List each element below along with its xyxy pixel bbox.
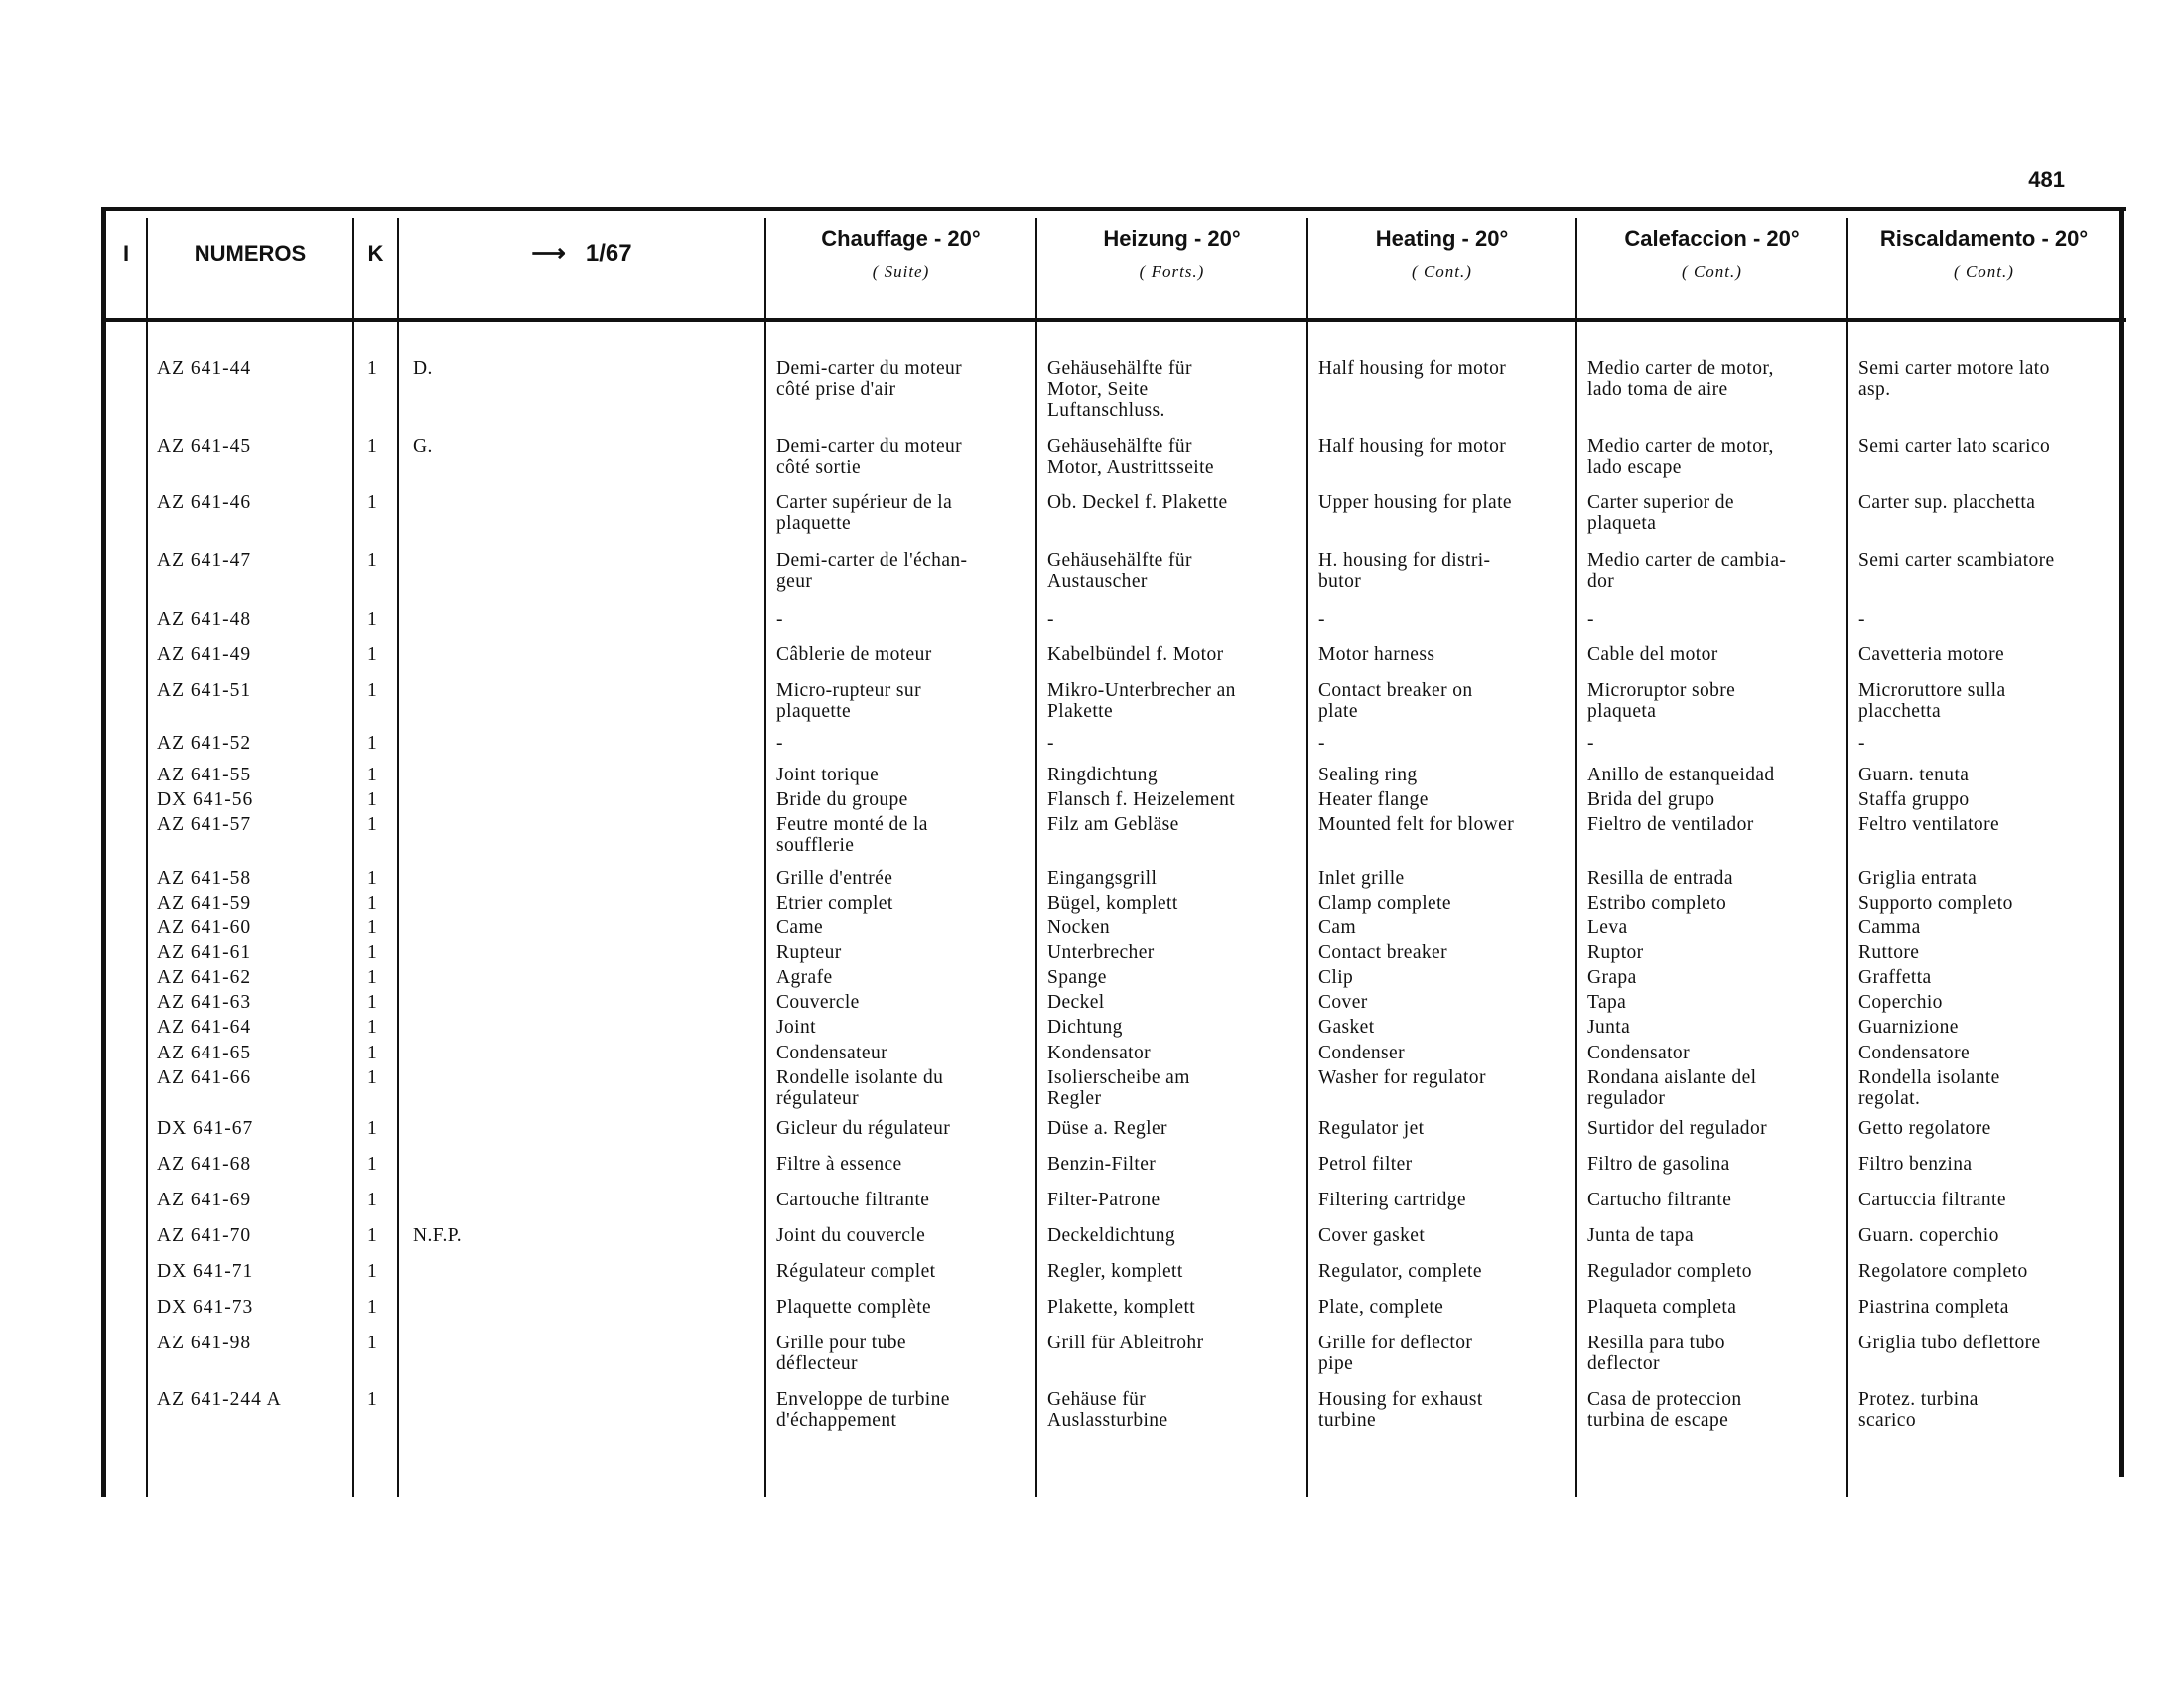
part-number: AZ 641-49 xyxy=(157,644,252,665)
description-en: Gasket xyxy=(1318,1017,1375,1038)
description-fr: Filtre à essence xyxy=(776,1154,902,1175)
description-en: Clamp complete xyxy=(1318,893,1451,914)
quantity: 1 xyxy=(367,550,378,571)
description-de: Spange xyxy=(1047,967,1107,988)
part-number: AZ 641-48 xyxy=(157,609,252,630)
description-it: Camma xyxy=(1858,917,1921,938)
description-es: Rondana aislante del regulador xyxy=(1587,1067,1757,1109)
description-en: Cover xyxy=(1318,992,1368,1013)
quantity: 1 xyxy=(367,1017,378,1038)
description-it: Cartuccia filtrante xyxy=(1858,1190,2006,1210)
part-number: AZ 641-51 xyxy=(157,680,252,701)
description-fr: Came xyxy=(776,917,824,938)
description-es: Junta de tapa xyxy=(1587,1225,1694,1246)
description-de: Benzin-Filter xyxy=(1047,1154,1157,1175)
description-de: Plakette, komplett xyxy=(1047,1297,1196,1318)
parts-table xyxy=(101,207,2126,1497)
description-fr: Rondelle isolante du régulateur xyxy=(776,1067,944,1109)
quantity: 1 xyxy=(367,1297,378,1318)
description-it: Regolatore completo xyxy=(1858,1261,2028,1282)
part-number: AZ 641-66 xyxy=(157,1067,252,1088)
description-fr: Grille d'entrée xyxy=(776,868,893,889)
quantity: 1 xyxy=(367,967,378,988)
description-it: Guarn. tenuta xyxy=(1858,765,1970,785)
description-en: Petrol filter xyxy=(1318,1154,1413,1175)
part-number: AZ 641-98 xyxy=(157,1333,252,1353)
description-fr: Plaquette complète xyxy=(776,1297,932,1318)
part-number: AZ 641-44 xyxy=(157,358,252,379)
part-number: AZ 641-52 xyxy=(157,733,252,754)
note: N.F.P. xyxy=(413,1225,463,1246)
quantity: 1 xyxy=(367,868,378,889)
description-it: Feltro ventilatore xyxy=(1858,814,2000,835)
description-de: Isolierscheibe am Regler xyxy=(1047,1067,1190,1109)
description-en: Clip xyxy=(1318,967,1354,988)
description-de: Grill für Ableitrohr xyxy=(1047,1333,1204,1353)
description-de: Kabelbündel f. Motor xyxy=(1047,644,1224,665)
description-de: Dichtung xyxy=(1047,1017,1123,1038)
description-de: Deckeldichtung xyxy=(1047,1225,1176,1246)
description-de: Düse a. Regler xyxy=(1047,1118,1167,1139)
part-number: AZ 641-64 xyxy=(157,1017,252,1038)
description-es: Medio carter de motor, lado escape xyxy=(1587,436,1774,478)
quantity: 1 xyxy=(367,1261,378,1282)
reference-label: 1/67 xyxy=(585,240,632,267)
description-it: Guarnizione xyxy=(1858,1017,1959,1038)
description-fr: Rupteur xyxy=(776,942,842,963)
description-fr: Feutre monté de la soufflerie xyxy=(776,814,928,856)
header-bottom-rule xyxy=(101,318,2126,322)
quantity: 1 xyxy=(367,436,378,457)
description-it: Graffetta xyxy=(1858,967,1932,988)
part-number: DX 641-56 xyxy=(157,789,254,810)
description-de: Kondensator xyxy=(1047,1043,1152,1063)
header-french: Chauffage - 20° ( Suite) xyxy=(821,226,981,281)
description-de: Regler, komplett xyxy=(1047,1261,1183,1282)
note: D. xyxy=(413,358,433,379)
page-number: 481 xyxy=(2028,167,2065,192)
description-de: Deckel xyxy=(1047,992,1105,1013)
description-fr: Cartouche filtrante xyxy=(776,1190,930,1210)
description-it: Semi carter lato scarico xyxy=(1858,436,2051,457)
quantity: 1 xyxy=(367,893,378,914)
description-es: - xyxy=(1587,733,1594,754)
description-en: Contact breaker on plate xyxy=(1318,680,1473,722)
description-it: Filtro benzina xyxy=(1858,1154,1973,1175)
description-fr: Condensateur xyxy=(776,1043,888,1063)
quantity: 1 xyxy=(367,1118,378,1139)
description-es: Tapa xyxy=(1587,992,1627,1013)
description-es: Anillo de estanqueidad xyxy=(1587,765,1775,785)
description-de: Gehäusehälfte für Motor, Seite Luftanschluss. xyxy=(1047,358,1192,421)
description-fr: Etrier complet xyxy=(776,893,893,914)
description-es: Surtidor del regulador xyxy=(1587,1118,1768,1139)
part-number: AZ 641-69 xyxy=(157,1190,252,1210)
description-fr: Bride du groupe xyxy=(776,789,908,810)
table-right-rule xyxy=(2119,207,2124,1477)
description-it: - xyxy=(1858,733,1865,754)
description-en: Inlet grille xyxy=(1318,868,1405,889)
description-es: - xyxy=(1587,609,1594,630)
part-number: AZ 641-244 A xyxy=(157,1389,282,1410)
quantity: 1 xyxy=(367,814,378,835)
description-it: Griglia tubo deflettore xyxy=(1858,1333,2041,1353)
description-de: Filz am Gebläse xyxy=(1047,814,1179,835)
arrow-right-icon: ⟶ xyxy=(531,240,566,267)
description-de: Ringdichtung xyxy=(1047,765,1158,785)
description-es: Resilla para tubo deflector xyxy=(1587,1333,1725,1374)
part-number: AZ 641-47 xyxy=(157,550,252,571)
description-en: - xyxy=(1318,609,1325,630)
description-fr: Carter supérieur de la plaquette xyxy=(776,492,953,534)
part-number: DX 641-73 xyxy=(157,1297,254,1318)
description-fr: Demi-carter du moteur côté prise d'air xyxy=(776,358,963,400)
header-english: Heating - 20° ( Cont.) xyxy=(1375,226,1509,281)
part-number: AZ 641-58 xyxy=(157,868,252,889)
description-it: Semi carter scambiatore xyxy=(1858,550,2055,571)
description-en: Regulator, complete xyxy=(1318,1261,1482,1282)
description-fr: Agrafe xyxy=(776,967,833,988)
column-divider xyxy=(764,218,766,1497)
description-en: Cover gasket xyxy=(1318,1225,1426,1246)
part-number: AZ 641-59 xyxy=(157,893,252,914)
description-es: Microruptor sobre plaqueta xyxy=(1587,680,1736,722)
quantity: 1 xyxy=(367,992,378,1013)
description-it: Rondella isolante regolat. xyxy=(1858,1067,2000,1109)
description-it: Cavetteria motore xyxy=(1858,644,2005,665)
description-en: Motor harness xyxy=(1318,644,1435,665)
description-es: Filtro de gasolina xyxy=(1587,1154,1730,1175)
description-de: Unterbrecher xyxy=(1047,942,1155,963)
description-fr: Couvercle xyxy=(776,992,860,1013)
description-fr: Demi-carter de l'échan- geur xyxy=(776,550,968,592)
description-it: Microruttore sulla placchetta xyxy=(1858,680,2006,722)
description-en: Heater flange xyxy=(1318,789,1429,810)
description-it: Carter sup. placchetta xyxy=(1858,492,2036,513)
description-fr: Câblerie de moteur xyxy=(776,644,932,665)
description-es: Regulador completo xyxy=(1587,1261,1752,1282)
header-index: I xyxy=(122,241,130,266)
description-fr: Grille pour tube déflecteur xyxy=(776,1333,906,1374)
description-en: Cam xyxy=(1318,917,1357,938)
description-es: Ruptor xyxy=(1587,942,1644,963)
description-es: Carter superior de plaqueta xyxy=(1587,492,1734,534)
description-en: Grille for deflector pipe xyxy=(1318,1333,1473,1374)
table-left-rule xyxy=(101,207,106,1497)
description-en: Half housing for motor xyxy=(1318,358,1507,379)
description-es: Medio carter de cambia- dor xyxy=(1587,550,1787,592)
part-number: AZ 641-61 xyxy=(157,942,252,963)
description-de: - xyxy=(1047,733,1054,754)
description-en: Mounted felt for blower xyxy=(1318,814,1515,835)
quantity: 1 xyxy=(367,358,378,379)
quantity: 1 xyxy=(367,644,378,665)
header-german: Heizung - 20° ( Forts.) xyxy=(1103,226,1241,281)
part-number: AZ 641-62 xyxy=(157,967,252,988)
column-divider xyxy=(146,218,148,1497)
description-en: Contact breaker xyxy=(1318,942,1447,963)
quantity: 1 xyxy=(367,1154,378,1175)
quantity: 1 xyxy=(367,1190,378,1210)
description-it: Ruttore xyxy=(1858,942,1920,963)
description-es: Casa de proteccion turbina de escape xyxy=(1587,1389,1742,1431)
part-number: AZ 641-46 xyxy=(157,492,252,513)
description-es: Plaqueta completa xyxy=(1587,1297,1737,1318)
description-de: Gehäusehälfte für Austauscher xyxy=(1047,550,1192,592)
quantity: 1 xyxy=(367,1067,378,1088)
description-de: Mikro-Unterbrecher an Plakette xyxy=(1047,680,1236,722)
quantity: 1 xyxy=(367,1389,378,1410)
header-reference xyxy=(399,226,764,318)
quantity: 1 xyxy=(367,765,378,785)
description-de: Ob. Deckel f. Plakette xyxy=(1047,492,1228,513)
description-es: Brida del grupo xyxy=(1587,789,1715,810)
description-it: Staffa gruppo xyxy=(1858,789,1970,810)
quantity: 1 xyxy=(367,789,378,810)
description-it: Condensatore xyxy=(1858,1043,1971,1063)
description-fr: Gicleur du régulateur xyxy=(776,1118,951,1139)
description-fr: Enveloppe de turbine d'échappement xyxy=(776,1389,950,1431)
description-it: Protez. turbina scarico xyxy=(1858,1389,1979,1431)
description-en: Plate, complete xyxy=(1318,1297,1444,1318)
header-spanish: Calefaccion - 20° ( Cont.) xyxy=(1624,226,1800,281)
description-fr: Régulateur complet xyxy=(776,1261,936,1282)
description-es: Estribo completo xyxy=(1587,893,1727,914)
description-fr: - xyxy=(776,609,783,630)
description-es: Cable del motor xyxy=(1587,644,1718,665)
description-en: Washer for regulator xyxy=(1318,1067,1486,1088)
quantity: 1 xyxy=(367,1333,378,1353)
quantity: 1 xyxy=(367,942,378,963)
description-fr: Micro-rupteur sur plaquette xyxy=(776,680,921,722)
description-de: Bügel, komplett xyxy=(1047,893,1178,914)
part-number: AZ 641-70 xyxy=(157,1225,252,1246)
description-it: Griglia entrata xyxy=(1858,868,1978,889)
part-number: AZ 641-65 xyxy=(157,1043,252,1063)
quantity: 1 xyxy=(367,1043,378,1063)
description-es: Resilla de entrada xyxy=(1587,868,1733,889)
description-es: Medio carter de motor, lado toma de aire xyxy=(1587,358,1774,400)
quantity: 1 xyxy=(367,733,378,754)
quantity: 1 xyxy=(367,680,378,701)
description-it: - xyxy=(1858,609,1865,630)
description-es: Leva xyxy=(1587,917,1628,938)
description-it: Getto regolatore xyxy=(1858,1118,1991,1139)
description-es: Condensator xyxy=(1587,1043,1690,1063)
description-de: Filter-Patrone xyxy=(1047,1190,1160,1210)
description-it: Semi carter motore lato asp. xyxy=(1858,358,2050,400)
description-fr: Joint xyxy=(776,1017,816,1038)
description-fr: Demi-carter du moteur côté sortie xyxy=(776,436,963,478)
description-de: Flansch f. Heizelement xyxy=(1047,789,1236,810)
description-fr: Joint torique xyxy=(776,765,880,785)
quantity: 1 xyxy=(367,917,378,938)
description-it: Guarn. coperchio xyxy=(1858,1225,1999,1246)
description-de: Eingangsgrill xyxy=(1047,868,1158,889)
description-es: Grapa xyxy=(1587,967,1637,988)
description-en: H. housing for distri- butor xyxy=(1318,550,1491,592)
description-es: Fieltro de ventilador xyxy=(1587,814,1754,835)
part-number: DX 641-67 xyxy=(157,1118,254,1139)
description-de: Gehäuse für Auslassturbine xyxy=(1047,1389,1168,1431)
part-number: AZ 641-63 xyxy=(157,992,252,1013)
description-it: Supporto completo xyxy=(1858,893,2013,914)
description-it: Piastrina completa xyxy=(1858,1297,2009,1318)
header-numeros: NUMEROS xyxy=(194,241,307,266)
description-it: Coperchio xyxy=(1858,992,1943,1013)
description-en: Housing for exhaust turbine xyxy=(1318,1389,1483,1431)
part-number: DX 641-71 xyxy=(157,1261,254,1282)
table-top-rule xyxy=(101,207,2126,211)
header-k: K xyxy=(367,241,384,266)
description-en: Regulator jet xyxy=(1318,1118,1425,1139)
description-fr: Joint du couvercle xyxy=(776,1225,926,1246)
description-en: - xyxy=(1318,733,1325,754)
part-number: AZ 641-57 xyxy=(157,814,252,835)
description-en: Upper housing for plate xyxy=(1318,492,1512,513)
column-divider xyxy=(397,218,399,1497)
description-de: Nocken xyxy=(1047,917,1111,938)
description-en: Half housing for motor xyxy=(1318,436,1507,457)
description-en: Sealing ring xyxy=(1318,765,1418,785)
part-number: AZ 641-55 xyxy=(157,765,252,785)
description-es: Cartucho filtrante xyxy=(1587,1190,1732,1210)
quantity: 1 xyxy=(367,1225,378,1246)
quantity: 1 xyxy=(367,492,378,513)
part-number: AZ 641-60 xyxy=(157,917,252,938)
description-de: Gehäusehälfte für Motor, Austrittsseite xyxy=(1047,436,1214,478)
note: G. xyxy=(413,436,433,457)
header-italian: Riscaldamento - 20° ( Cont.) xyxy=(1879,226,2089,281)
part-number: AZ 641-45 xyxy=(157,436,252,457)
description-fr: - xyxy=(776,733,783,754)
description-de: - xyxy=(1047,609,1054,630)
description-en: Filtering cartridge xyxy=(1318,1190,1466,1210)
quantity: 1 xyxy=(367,609,378,630)
part-number: AZ 641-68 xyxy=(157,1154,252,1175)
description-en: Condenser xyxy=(1318,1043,1405,1063)
description-es: Junta xyxy=(1587,1017,1631,1038)
